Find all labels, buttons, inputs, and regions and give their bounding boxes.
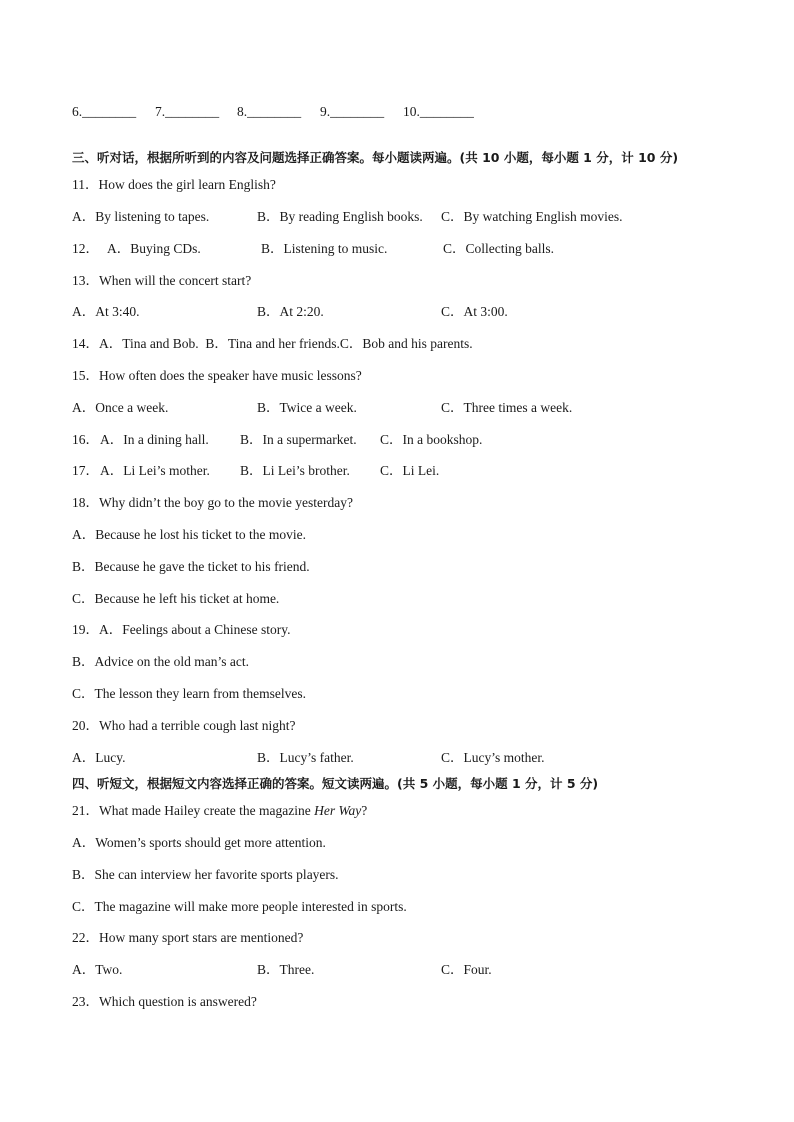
q17-option-c: C．Li Lei.: [380, 463, 440, 478]
q18-question: 18．Why didn’t the boy go to the movie yesterday?: [72, 495, 353, 510]
q19-option-a: 19．A．Feelings about a Chinese story.: [72, 622, 291, 637]
q11-question: 11．How does the girl learn English?: [72, 177, 276, 192]
blank-label: 10.: [403, 104, 420, 119]
blank-line: ________: [247, 104, 302, 119]
q20-option-b: B．Lucy’s father.: [257, 750, 354, 765]
magazine-title: Her Way: [314, 803, 362, 818]
q21-text-before: 21．What made Hailey create the magazine: [72, 803, 315, 818]
q22-option-b: B．Three.: [257, 962, 315, 977]
q21-text-after: ?: [361, 803, 368, 818]
q20-option-a: A．Lucy.: [72, 750, 126, 765]
blank-line: ________: [82, 104, 137, 119]
blank-line: ________: [165, 104, 220, 119]
q11-option-b: B．By reading English books.: [257, 209, 423, 224]
q19-option-b: B．Advice on the old man’s act.: [72, 654, 249, 669]
blank-item-6: [72, 103, 136, 121]
q17-number: 17．: [72, 463, 99, 478]
blank-item-8: [237, 103, 301, 121]
q12-option-c: C．Collecting balls.: [443, 241, 554, 256]
section4-heading: 四、听短文，根据短文内容选择正确的答案。短文读两遍。(共 5 小题，每小题 1 分，计 5 分): [72, 776, 599, 791]
q16-option-a: A．In a dining hall.: [100, 432, 209, 447]
blank-label: 6.: [72, 104, 83, 119]
q16-number: 16．: [72, 432, 99, 447]
q12-option-a: A．Buying CDs.: [107, 241, 201, 256]
q12-option-b: B．Listening to music.: [261, 241, 388, 256]
section3-heading: 三、听对话，根据所听到的内容及问题选择正确答案。每小题读两遍。(共 10 小题，每小题 1 分，计 10 分): [72, 150, 679, 165]
blank-item-9: [320, 103, 384, 121]
q20-option-c: C．Lucy’s mother.: [441, 750, 545, 765]
q13-option-b: B．At 2:20.: [257, 304, 324, 319]
blank-label: 7.: [155, 104, 166, 119]
q17-option-a: A．Li Lei’s mother.: [100, 463, 210, 478]
q13-option-c: C．At 3:00.: [441, 304, 508, 319]
q13-question: 13．When will the concert start?: [72, 273, 252, 288]
q21-option-b: B．She can interview her favorite sports players.: [72, 867, 339, 882]
q13-option-a: A．At 3:40.: [72, 304, 140, 319]
q19-option-c: C．The lesson they learn from themselves.: [72, 686, 306, 701]
blank-label: 9.: [320, 104, 331, 119]
q22-option-c: C．Four.: [441, 962, 492, 977]
blank-label: 8.: [237, 104, 248, 119]
q20-question: 20．Who had a terrible cough last night?: [72, 718, 296, 733]
q11-option-a: A．By listening to tapes.: [72, 209, 210, 224]
blank-line: ________: [330, 104, 385, 119]
q15-question: 15．How often does the speaker have music lessons?: [72, 368, 362, 383]
q22-option-a: A．Two.: [72, 962, 123, 977]
q11-option-c: C．By watching English movies.: [441, 209, 623, 224]
q16-option-c: C．In a bookshop.: [380, 432, 483, 447]
q22-question: 22．How many sport stars are mentioned?: [72, 930, 304, 945]
q15-option-c: C．Three times a week.: [441, 400, 573, 415]
q15-option-a: A．Once a week.: [72, 400, 169, 415]
q23-question: 23．Which question is answered?: [72, 994, 257, 1009]
blank-line: ________: [419, 104, 474, 119]
q12-number: 12．: [72, 241, 99, 256]
q18-option-b: B．Because he gave the ticket to his friend.: [72, 559, 310, 574]
q14-question: 14．A．Tina and Bob. B．Tina and her friends.C．Bob and his parents.: [72, 336, 473, 351]
blank-item-10: [403, 103, 474, 121]
q21-option-a: A．Women’s sports should get more attention.: [72, 835, 326, 850]
q21-question: [72, 802, 367, 820]
q18-option-a: A．Because he lost his ticket to the movie.: [72, 527, 306, 542]
q16-option-b: B．In a supermarket.: [240, 432, 357, 447]
blank-item-7: [155, 103, 219, 121]
q21-option-c: C．The magazine will make more people interested in sports.: [72, 899, 407, 914]
q18-option-c: C．Because he left his ticket at home.: [72, 591, 280, 606]
q17-option-b: B．Li Lei’s brother.: [240, 463, 350, 478]
q15-option-b: B．Twice a week.: [257, 400, 357, 415]
